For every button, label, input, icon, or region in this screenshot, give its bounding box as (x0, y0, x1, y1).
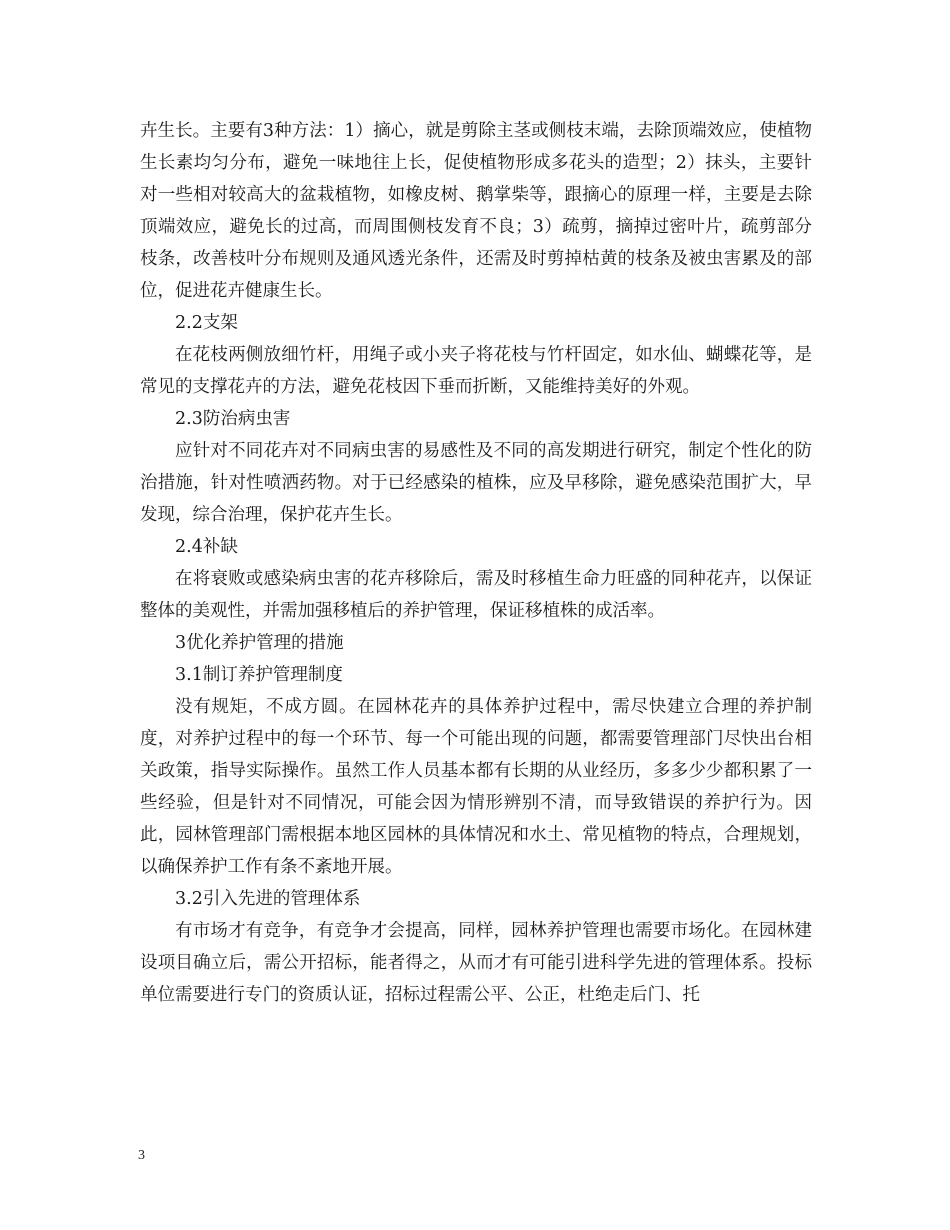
section-heading-3-2: 3.2引入先进的管理体系 (175, 889, 361, 909)
page-number: 3 (138, 1148, 145, 1163)
section-heading-3-1: 3.1制订养护管理制度 (175, 665, 343, 685)
paragraph-replenish: 在将衰败或感染病虫害的花卉移除后，需及时移植生命力旺盛的同种花卉，以保证整体的美观性，并需加强移植后的养护管理，保证移植株的成活率。 (140, 569, 812, 621)
section-heading-2-4: 2.4补缺 (175, 537, 238, 557)
document-body (140, 115, 812, 1011)
section-heading-2-3: 2.3防治病虫害 (175, 409, 291, 429)
section-heading-2-2: 2.2支架 (175, 313, 238, 333)
paragraph-pruning-methods: 卉生长。主要有3种方法：1）摘心，就是剪除主茎或侧枝末端，去除顶端效应，使植物生长素均匀分布，避免一味地往上长，促使植物形成多花头的造型；2）抹头，主要针对一些相对较高大的盆栽植物，如橡皮树、鹅掌柴等，跟摘心的原理一样，主要是去除顶端效应，避免长的过高，而周围侧枝发育不良；3）疏剪，摘掉过密叶片，疏剪部分枝条，改善枝叶分布规则及通风透光条件，还需及时剪掉枯黄的枝条及被虫害累及的部位，促进花卉健康生长。 (140, 121, 812, 301)
section-heading-3: 3优化养护管理的措施 (175, 633, 344, 653)
paragraph-advanced-management: 有市场才有竞争，有竞争才会提高，同样，园林养护管理也需要市场化。在园林建设项目确立后，需公开招标，能者得之，从而才有可能引进科学先进的管理体系。投标单位需要进行专门的资质认证，招标过程需公平、公正，杜绝走后门、托 (140, 921, 812, 1005)
paragraph-pest-control: 应针对不同花卉对不同病虫害的易感性及不同的高发期进行研究，制定个性化的防治措施，针对性喷洒药物。对于已经感染的植株，应及早移除，避免感染范围扩大，早发现，综合治理，保护花卉生长。 (140, 441, 812, 525)
paragraph-support: 在花枝两侧放细竹杆，用绳子或小夹子将花枝与竹杆固定，如水仙、蝴蝶花等，是常见的支撑花卉的方法，避免花枝因下垂而折断，又能维持美好的外观。 (140, 345, 812, 397)
paragraph-management-system: 没有规矩，不成方圆。在园林花卉的具体养护过程中，需尽快建立合理的养护制度，对养护过程中的每一个环节、每一个可能出现的问题，都需要管理部门尽快出台相关政策，指导实际操作。虽然工作人员基本都有长期的从业经历，多多少少都积累了一些经验，但是针对不同情况，可能会因为情形辨别不清，而导致错误的养护行为。因此，园林管理部门需根据本地区园林的具体情况和水土、常见植物的特点，合理规划，以确保养护工作有条不紊地开展。 (140, 697, 812, 877)
